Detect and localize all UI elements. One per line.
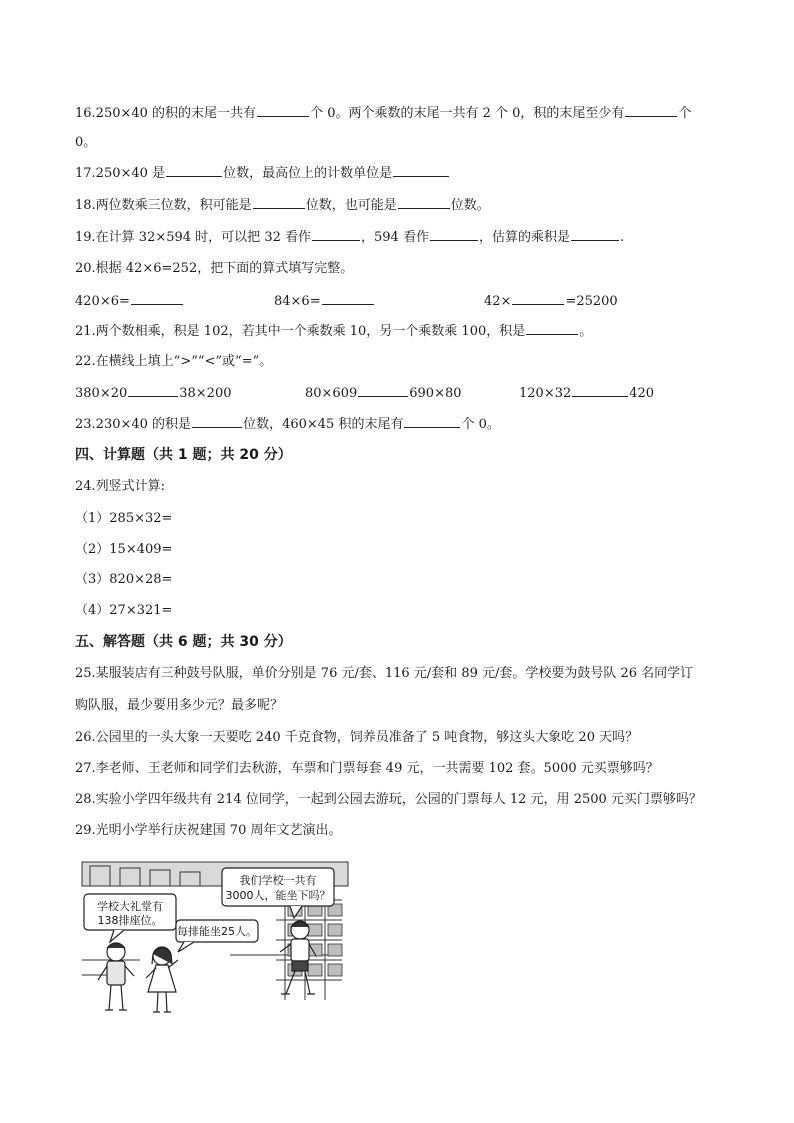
- question-16: [75, 104, 691, 123]
- question-20: [75, 260, 353, 278]
- q19-text-d: .: [619, 230, 625, 245]
- q19-text-a: 19.在计算 32×594 时，可以把 32 看作: [75, 230, 311, 245]
- answer-blank[interactable]: [253, 196, 305, 209]
- answer-blank[interactable]: [393, 164, 449, 177]
- q21-text-a: 21.两个数相乘，积是 102，若其中一个乘数乘 10，另一个乘数乘 100，积是: [75, 324, 526, 339]
- q19-text-c: ，估算的乘积是: [478, 230, 570, 245]
- question-18: [75, 196, 490, 215]
- q22-comparison-3: 120×32 420: [519, 386, 655, 401]
- q23-text-b: 位数，460×45 积的末尾有: [243, 417, 404, 432]
- answer-blank[interactable]: [322, 292, 374, 305]
- q24-part-4: （4）27×321=: [75, 603, 173, 618]
- answer-blank[interactable]: [571, 228, 619, 241]
- section-heading-calculation: 四、计算题（共 1 题；共 20 分）: [75, 447, 292, 463]
- bubble-3-line-1: 我们学校一共有: [239, 874, 317, 887]
- q19-text-b: ，594 看作: [361, 230, 429, 245]
- q16-text-a: 16.250×40 的积的末尾一共有: [75, 106, 257, 121]
- question-24: [75, 478, 165, 496]
- answer-blank[interactable]: [572, 384, 628, 397]
- question-16-continued: [75, 134, 96, 152]
- question-19: [75, 228, 624, 247]
- q23-text-a: 23.230×40 的积是: [75, 417, 192, 432]
- q18-text-a: 18.两位数乘三位数，积可能是: [75, 198, 252, 213]
- question-20-equations: [75, 292, 735, 310]
- question-29: 29.光明小学举行庆祝建国 70 周年文艺演出。: [75, 823, 342, 838]
- answer-blank[interactable]: [404, 415, 460, 428]
- answer-blank[interactable]: [166, 164, 222, 177]
- answer-blank[interactable]: [398, 196, 450, 209]
- q20-equation-3: 42× =25200: [484, 294, 618, 309]
- question-22: [75, 353, 272, 371]
- answer-blank[interactable]: [512, 292, 564, 305]
- question-25: 25.某服装店有三种鼓号队服，单价分别是 76 元/套、116 元/套和 89 元/套。学校要为鼓号队 26 名同学订: [75, 666, 694, 681]
- question-25-continued: 购队服，最少要用多少元？最多呢？: [75, 698, 284, 713]
- bubble-1-line-1: 学校大礼堂有: [97, 900, 163, 913]
- q18-text-b: 位数，也可能是: [305, 198, 397, 213]
- q22-text-a: 22.在横线上填上“>”“<”或“=”。: [75, 354, 273, 369]
- question-26: 26.公园里的一头大象一天要吃 240 千克食物，饲养员准备了 5 吨食物，够这头大象吃 20 天吗？: [75, 730, 639, 745]
- q17-text-a: 17.250×40 是: [75, 166, 166, 181]
- q24-part-3: （3）820×28=: [75, 572, 173, 587]
- q20-text-a: 20.根据 42×6=252，把下面的算式填写完整。: [75, 261, 354, 276]
- q22-comparison-1: 380×20 38×200: [75, 386, 232, 401]
- q16-text-b: 个 0。两个乘数的末尾一共有 2 个 0，积的末尾至少有: [310, 106, 625, 121]
- bubble-1-line-2: 138排座位。: [97, 914, 163, 927]
- answer-blank[interactable]: [358, 384, 408, 397]
- section-heading-word-problems: 五、解答题（共 6 题；共 30 分）: [75, 634, 292, 650]
- answer-blank[interactable]: [312, 228, 360, 241]
- answer-blank[interactable]: [430, 228, 478, 241]
- q18-text-c: 位数。: [450, 198, 490, 213]
- answer-blank[interactable]: [526, 322, 578, 335]
- q21-text-b: 。: [579, 324, 593, 339]
- answer-blank[interactable]: [192, 415, 242, 428]
- auditorium-cartoon-image: [80, 860, 350, 1022]
- q16-text-c: 个: [678, 106, 692, 121]
- answer-blank[interactable]: [128, 384, 178, 397]
- q24-part-1: （1）285×32=: [75, 511, 173, 526]
- answer-blank[interactable]: [257, 104, 309, 117]
- question-21: [75, 322, 592, 341]
- answer-blank[interactable]: [625, 104, 677, 117]
- bubble-3-line-2: 3000人，能坐下吗？: [225, 889, 331, 902]
- question-28: 28.实验小学四年级共有 214 位同学，一起到公园去游玩，公园的门票每人 12 元，用 2500 元买门票够吗？: [75, 792, 702, 807]
- q20-equation-1: 420×6=: [75, 292, 184, 311]
- answer-blank[interactable]: [131, 292, 183, 305]
- question-27: 27.李老师、王老师和同学们去秋游，车票和门票每套 49 元，一共需要 102 套。5000 元买票够吗？: [75, 761, 659, 776]
- question-17: [75, 164, 450, 183]
- q24-text-a: 24.列竖式计算:: [75, 479, 166, 494]
- q17-text-b: 位数，最高位上的计数单位是: [223, 166, 393, 181]
- question-23: [75, 415, 500, 434]
- bubble-2-text: 每排能坐25人。: [177, 925, 257, 938]
- q16-text-d: 0。: [75, 135, 97, 150]
- q20-equation-2: 84×6=: [274, 292, 375, 311]
- q24-part-2: （2）15×409=: [75, 542, 173, 557]
- q22-comparison-2: 80×609 690×80: [305, 386, 462, 401]
- q23-text-c: 个 0。: [461, 417, 500, 432]
- question-22-comparisons: [75, 384, 715, 402]
